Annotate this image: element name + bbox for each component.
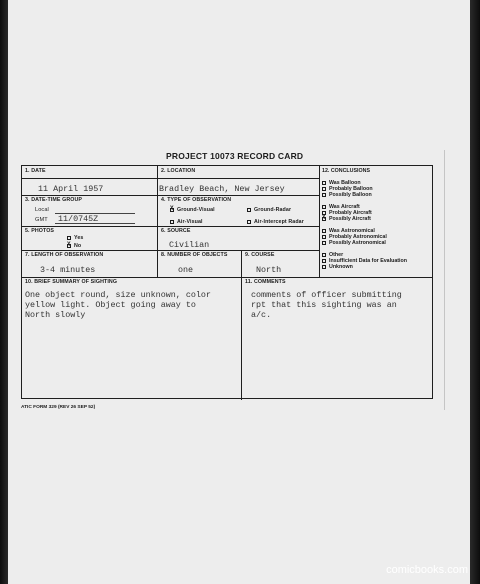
- conclusion-was-balloon: Was Balloon: [322, 180, 361, 186]
- conclusion-was-aircraft: Was Aircraft: [322, 204, 360, 210]
- conclusion-unknown: Unknown: [322, 264, 353, 270]
- faint-ruled-line: [444, 150, 445, 410]
- date-label: 1. DATE: [25, 168, 46, 174]
- comments-line-2: rpt that this sighting was an: [251, 300, 397, 310]
- conclusion-possibly-aircraft: Possibly Aircraft X: [322, 214, 371, 222]
- num-objects-label: 8. NUMBER OF OBJECTS: [161, 252, 228, 258]
- check-mark: X: [322, 214, 326, 221]
- location-label: 2. LOCATION: [161, 168, 196, 174]
- summary-label: 10. BRIEF SUMMARY OF SIGHTING: [25, 279, 118, 285]
- conclusion-insufficient-data: Insufficient Data for Evaluation: [322, 258, 407, 264]
- conclusion-possibly-astronomical: Possibly Astronomical: [322, 240, 386, 246]
- check-mark: X: [67, 241, 71, 248]
- num-objects-value: one: [178, 265, 194, 275]
- date-value: 11 April 1957: [38, 184, 104, 194]
- type-option-ground-visual: Ground-Visual X: [170, 205, 215, 213]
- card-title: PROJECT 10073 RECORD CARD: [166, 151, 304, 161]
- form-number: ATIC FORM 329 (REV 26 SEP 52): [21, 405, 96, 410]
- course-label: 9. COURSE: [245, 252, 275, 258]
- comments-line-1: comments of officer submitting: [251, 290, 402, 300]
- length-label: 7. LENGTH OF OBSERVATION: [25, 252, 104, 258]
- photos-no-option: No X: [67, 241, 82, 249]
- summary-line-1: One object round, size unknown, color: [25, 290, 211, 300]
- page-edge-left: [0, 0, 8, 584]
- source-value: Civilian: [169, 240, 210, 250]
- conclusion-was-astronomical: Was Astronomical: [322, 228, 375, 234]
- dtg-label: 3. DATE-TIME GROUP: [25, 197, 83, 203]
- conclusion-probably-balloon: Probably Balloon: [322, 186, 373, 192]
- type-label: 4. TYPE OF OBSERVATION: [161, 197, 232, 203]
- gmt-label: GMT: [35, 217, 48, 223]
- summary-line-3: North slowly: [25, 310, 86, 320]
- type-option-air-visual: Air-Visual: [170, 219, 203, 225]
- gmt-value: 11/0745Z: [58, 214, 99, 224]
- local-label: Local: [35, 207, 49, 213]
- type-option-ground-radar: Ground-Radar: [247, 207, 291, 213]
- type-option-air-intercept-radar: Air-Intercept Radar: [247, 219, 304, 225]
- location-value: Bradley Beach, New Jersey: [159, 184, 285, 194]
- page-edge-right: [470, 0, 480, 584]
- summary-line-2: yellow light. Object going away to: [25, 300, 196, 310]
- watermark: comicbooks.com: [386, 564, 468, 576]
- record-card-form: [21, 165, 433, 399]
- gmt-underline: [55, 223, 135, 224]
- course-value: North: [256, 265, 282, 275]
- conclusions-label: 12. CONCLUSIONS: [322, 168, 370, 174]
- comments-label: 11. COMMENTS: [245, 279, 286, 285]
- length-value: 3-4 minutes: [40, 265, 96, 275]
- photos-yes-option: Yes: [67, 235, 83, 241]
- check-mark: X: [170, 205, 174, 212]
- conclusion-probably-aircraft: Probably Aircraft: [322, 210, 372, 216]
- source-label: 6. SOURCE: [161, 228, 191, 234]
- conclusion-probably-astronomical: Probably Astronomical: [322, 234, 387, 240]
- photos-label: 5. PHOTOS: [25, 228, 55, 234]
- conclusion-possibly-balloon: Possibly Balloon: [322, 192, 372, 198]
- comments-line-3: a/c.: [251, 310, 272, 320]
- conclusion-other: Other: [322, 252, 343, 258]
